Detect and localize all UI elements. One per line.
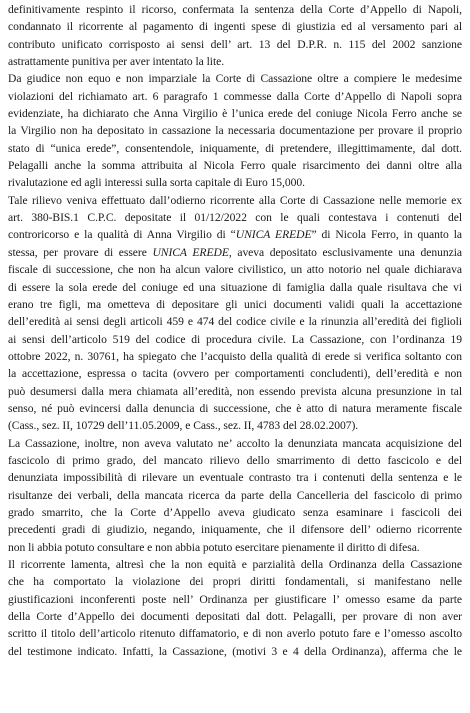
text-line [8, 400, 462, 417]
text-line [8, 261, 462, 278]
text-line [8, 53, 462, 70]
text-line [8, 365, 462, 382]
text-run: senso, né può evincersi dalla denuncia di successione, che è atto di natura meramente fiscale [8, 401, 462, 415]
text-line [8, 122, 462, 139]
text-line [8, 157, 462, 174]
text-line [8, 70, 462, 87]
text-line [8, 539, 462, 556]
text-run: la Virgilio non ha depositato in cassazione la necessaria documentazione per provare il proprio [8, 124, 462, 138]
text-run: può desumersi dalla mera chiamata all’eredità, non essendo prevista alcuna presunzione in tal [8, 384, 462, 398]
text-line [8, 556, 462, 573]
text-run: Pelagalli anche la somma attribuita al Nicola Ferro quale risarcimento dei danni oltre alla [8, 159, 462, 173]
text-line [8, 18, 462, 35]
text-run: fiscale di successione, che non ha alcun valore civilistico, un atto notorio nel quale dichiarava [8, 263, 462, 277]
text-run: evidenziate, ha dichiarato che Anna Virgilio è l’unica erede del coniuge Nicola Ferro anche se [8, 107, 462, 121]
text-run: rivalutazione ed agli interessi sulla sorta capitale di Euro 15,000. [8, 176, 305, 190]
text-run: stessa, per provare di essere [8, 245, 153, 259]
text-run: precedenti gradi di giudizio, negando, iniquamente, che il difensore dell’ odierno ricorrente [8, 523, 462, 537]
text-line [8, 226, 462, 243]
text-run: che ha comportato la violazione dei propri diritti fondamentali, si manifestano nelle [8, 575, 462, 589]
text-run: Da giudice non equo e non imparziale la Corte di Cassazione oltre a compiere le medesime [8, 72, 462, 86]
text-line [8, 487, 462, 504]
text-run: condannato il ricorrente al pagamento di ingenti spese di giustizia ed al versamento pari al [8, 20, 462, 34]
text-line [8, 296, 462, 313]
text-run: di essere la sola erede del coniuge ed una situazione di famiglia dalla quale risultava che vi [8, 280, 462, 294]
text-run: ” di Nicola Ferro, in quanto la [311, 228, 462, 242]
text-line [8, 244, 462, 261]
text-line [8, 279, 462, 296]
emphasized-text: UNICA EREDE [152, 245, 229, 259]
text-run: dell’eredità ai sensi degli articoli 459 e 474 del codice civile e la rinunzia all’eredità dei figlioli [8, 315, 462, 329]
text-line [8, 140, 462, 157]
text-run: Tale rilievo veniva effettuato dall’odierno ricorrente alla Corte di Cassazione nelle memorie ex [8, 193, 462, 207]
emphasized-text: UNICA EREDE [235, 228, 312, 242]
text-run: del testimone indicato. Infatti, la Cassazione, (motivi 3 e 4 della Ordinanza), afferma che le [8, 644, 462, 658]
text-run: violazioni del richiamato art. 6 paragrafo 1 commesse dalla Corte d’Appello di Napoli sopra [8, 89, 462, 103]
text-line [8, 435, 462, 452]
text-line [8, 469, 462, 486]
text-run: denunziata impossibilità di rilevare un eventuale contrasto tra i contenuti della sentenza e le [8, 471, 462, 485]
text-line [8, 383, 462, 400]
text-line [8, 313, 462, 330]
text-line [8, 417, 462, 434]
text-run: astrattamente punitiva per aver intentato la lite. [8, 55, 225, 69]
text-run: definitivamente respinto il ricorso, confermata la sentenza della Corte d’Appello di Napoli, [8, 3, 462, 16]
text-run: stato di “unica erede”, consentendole, iniquamente, di pretendere, illegittimamente, dal dott. [8, 141, 462, 155]
text-line [8, 504, 462, 521]
text-run: scritto il titolo dell’articolo ritenuto diffamatorio, e di non averlo potuto fare e l’omesso ascolto [8, 627, 462, 641]
document-body [8, 1, 462, 660]
text-run: giustificazioni inconferenti poste nell’ Ordinanza per giustificare l’ omesso esame da parte [8, 592, 462, 606]
text-run: , aveva depositato esclusivamente una denunzia [228, 245, 462, 259]
text-run: La Cassazione, inoltre, non aveva valutato ne’ accolto la denunziata mancata acquisizione del [8, 436, 462, 450]
text-line [8, 105, 462, 122]
text-line [8, 521, 462, 538]
text-line [8, 88, 462, 105]
text-line [8, 625, 462, 642]
text-line [8, 209, 462, 226]
text-run: grado smarrito, che la Corte d’Appello aveva giudicato senza esaminare i fascicoli dei [8, 505, 462, 519]
text-run: la accettazione, espressa o tacita (ovvero per comportamenti concludenti), dell’eredità e non [8, 367, 462, 381]
text-line [8, 348, 462, 365]
text-run: (Cass., sez. II, 10729 dell’11.05.2009, e Cass., sez. II, 4783 del 28.02.2007). [8, 419, 359, 433]
text-line [8, 452, 462, 469]
text-run: contributo unificato corrisposto ai sensi dell’ art. 13 del D.P.R. n. 115 del 2002 sanzione [8, 37, 462, 51]
text-line [8, 36, 462, 53]
text-run: ottobre 2022, n. 30761, ha spiegato che l’acquisto della qualità di erede si verifica soltanto con [8, 349, 462, 363]
text-run: art. 380-BIS.1 C.P.C. depositate il 01/12/2022 con le quali contestava i contenuti del [8, 211, 462, 225]
text-run: risultanze dei verbali, della mancata ricerca da parte della Cancelleria del fascicolo di primo [8, 488, 462, 502]
text-line [8, 608, 462, 625]
text-run: fascicolo di primo grado, del mancato rilievo dello smarrimento di detto fascicolo e del [8, 453, 462, 467]
text-line [8, 331, 462, 348]
text-line [8, 591, 462, 608]
text-run: controricorso e la qualità di Anna Virgilio di “ [8, 228, 236, 242]
text-line [8, 1, 462, 18]
text-run: erano tre figli, ma ometteva di depositare gli unici documenti validi quali la accettazione [8, 297, 462, 311]
text-line [8, 643, 462, 660]
text-line [8, 573, 462, 590]
text-run: non li abbia potuto consultare e non abbia potuto esercitare pienamente il diritto di difesa. [8, 540, 420, 554]
text-run: della Corte d’Appello dei documenti depositati dal dott. Pelagalli, per provare di non aver [8, 610, 462, 624]
text-line [8, 174, 462, 191]
text-run: ai sensi dell’articolo 519 del codice di procedura civile. La Cassazione, con l’ordinanza 19 [8, 332, 462, 346]
text-run: Il ricorrente lamenta, altresì che la non equità e parzialità della Ordinanza della Cassazione [8, 558, 462, 571]
text-line [8, 192, 462, 209]
